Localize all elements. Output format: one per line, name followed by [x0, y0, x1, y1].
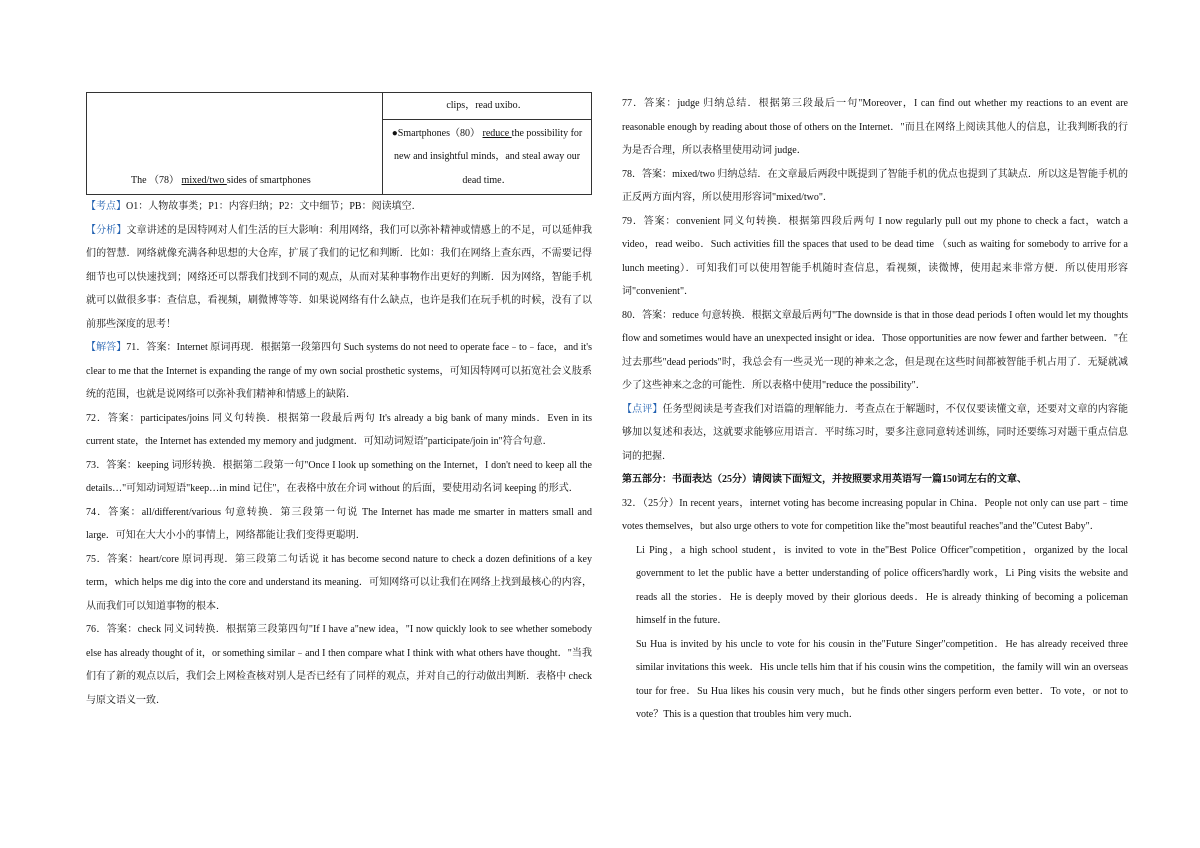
dianping-text: 任务型阅读是考查我们对语篇的理解能力．考查点在于解题时，不仅仅要读懂文章，还要对文章的内容能够加以复述和表达，这就要求能够应用语言．平时练习时，要多注意同意转述训练，同时还要练习对题干重点信息词的把握． [622, 403, 1129, 462]
table-cell-clips [383, 93, 592, 120]
dianping-tag: 【点评】 [622, 403, 663, 415]
answer-79: 79．答案：convenient 同义句转换．根据第四段后两句 I now regularly pull out my phone to check a fact，watch a video，read weibo．Such activities fill the spaces that used to be dead time （such as waiting for somebody to arrive for a lunch meeting）．可知我们可以使用智能手机随时查信息，看视频，读微博，使用起来非常方便．所以使用形容词"convenient"． [622, 215, 1128, 297]
cell-78-suffix: sides of smartphones [226, 174, 311, 186]
cell-80-suffix: the possibility for new and insightful minds，and steal away our dead time． [393, 127, 583, 186]
answer-72: 72．答案：participates/joins 同义句转换．根据第一段最后两句 It's already a big bank of many minds．Even in its current state，the Internet has extended my memory and judgment．可知动词短语"participate/join in"符合句意． [86, 412, 592, 447]
kaodian-tag: 【考点】 [86, 201, 126, 212]
answer-77-paragraph [622, 92, 1128, 163]
cell-clips-text: clips，read uxibo． [446, 100, 528, 111]
answer-79-paragraph [622, 210, 1128, 304]
answer-76: 76．答案：check 同义词转换．根据第三段第四句"If I have a"new idea，"I now quickly look to see whether somebody else has already thought of it，or something similar﹣and I then compare what I think with what others have thought．"当我们有了新的观点以后，我们会上网检查核对别人是否已经有了同样的观点，并对自己的行动做出判断．表格中 check 与原文语义一致． [86, 624, 592, 706]
table-cell-80 [383, 119, 592, 195]
cell-78-prefix: The （78） [131, 174, 180, 186]
q32-li-ping: Li Ping，a high school student，is invited to vote in the"Best Police Officer"competition，organized by the local government to let the public have a better understanding of police officers'hardly work，Li Ping visits the website and reads all the stories．He is deeply moved by their glorious deeds．He is already thinking of becoming a policeman himself in the future． [636, 544, 1128, 626]
q32-su-hua: Su Hua is invited by his uncle to vote for his cousin in the"Future Singer"competition．He has already received three similar invitations this week．His uncle tells him that if his cousin wins the competition，the family will win an overseas tour for free．Su Hua likes his cousin very much，but he finds other singers perform even better．To vote，or not to vote？This is a question that troubles him very much． [636, 638, 1128, 720]
answer-78-paragraph [622, 163, 1128, 210]
blank-78: mixed/two [181, 174, 227, 186]
right-column [622, 92, 1128, 727]
answer-74-paragraph [86, 501, 592, 548]
dianping-paragraph [622, 398, 1128, 469]
jieda-paragraph [86, 336, 592, 407]
fenxi-text: 文章讲述的是因特网对人们生活的巨大影响：利用网络，我们可以弥补精神或情感上的不足，可以延伸我们的智慧．网络就像充满各种思想的大仓库，扩展了我们的记忆和判断．比如：我们在网络上查东西，不需要记得细节也可以快速找到；网络还可以帮我们找到不同的观点，从而对某种事物作出更好的判断．因为网络，智能手机就可以做很多事：查信息，看视频，刷微博等等．如果说网络有什么缺点，也许是我们在玩手机的时候，没有了以前那些深度的思考！ [86, 224, 593, 330]
answer-72-paragraph [86, 407, 592, 454]
answer-table [86, 92, 592, 195]
kaodian-paragraph [86, 195, 592, 219]
answer-73: 73．答案：keeping 词形转换．根据第二段第一句"Once I look up something on the Internet，I don't need to keep all the details…"可知动词短语"keep…in mind 记住"，在表格中放在介词 without 的后面，要使用动名词 keeping 的形式． [86, 459, 592, 494]
table-cell-78 [87, 93, 383, 195]
answer-71: 71．答案：Internet 原词再现．根据第一段第四句 Such systems do not need to operate face﹣to﹣face，and it's clear to me that the Internet is expanding the range of my own social prosthetic systems，可知因特网可以拓宽社会义肢系统的范围，也就是说网络可以弥补我们精神和情感上的缺陷． [86, 342, 592, 400]
answer-76-paragraph [86, 618, 592, 712]
jieda-tag: 【解答】 [86, 342, 127, 353]
q32-intro: 32．（25分）In recent years，internet voting has become increasing popular in China．People not only can use part﹣time votes themselves，but also urge others to vote for competition like the"most beautiful reaches"and the"Cutest Baby"． [622, 497, 1128, 532]
answer-74: 74．答案：all/different/various 句意转换．第三段第一句说 The Internet has made me smarter in matters small and large．可知在大大小小的事情上，网络都能让我们变得更聪明． [86, 506, 592, 541]
kaodian-text: O1：人物故事类；P1：内容归纳；P2：文中细节；PB：阅读填空． [126, 201, 422, 212]
answer-80: 80．答案：reduce 句意转换．根据文章最后两句"The downside is that in those dead periods I often would let my thoughts flow and sometimes would have an unexpected insight or idea．Those opportunities are now fewer and farther between．"在过去那些"dead periods"时，我总会有一些灵光一现的神来之念，但是现在这些时间都被智能手机占用了．无疑就减少了这些神来之念的可能性．所以表格中使用"reduce the possibility"． [622, 309, 1128, 391]
left-column [86, 92, 592, 712]
answer-77: 77．答案：judge 归纳总结．根据第三段最后一句"Moreover，I can find out whether my reactions to an event are reasonable enough by reading about those of others on the Internet．"而且在网络上阅读其他人的信息，让我判断我的行为是否合理，所以表格里使用动词 judge． [622, 98, 1128, 156]
fenxi-paragraph [86, 219, 592, 337]
answer-75-paragraph [86, 548, 592, 619]
section5-heading: 第五部分：书面表达（25分）请阅读下面短文，并按照要求用英语写一篇150词左右的文章、 [622, 474, 1027, 485]
answer-78: 78．答案：mixed/two 归纳总结．在文章最后两段中既提到了智能手机的优点也提到了其缺点．所以这是智能手机的正反两方面内容，所以使用形容词"mixed/two"． [622, 168, 1128, 203]
cell-80-prefix: ●Smartphones（80） [391, 127, 481, 139]
answer-75: 75．答案：heart/core 原词再现．第三段第二句话说 it has become second nature to check a dozen definitions of a key term，which helps me dig into the core and understand its meaning．可知网络可以让我们在网络上找到最核心的内容，从而我们可以知道事物的根本． [86, 553, 592, 612]
blank-80: reduce [482, 127, 512, 139]
answer-80-paragraph [622, 304, 1128, 398]
fenxi-tag: 【分析】 [86, 224, 127, 236]
answer-73-paragraph [86, 454, 592, 501]
